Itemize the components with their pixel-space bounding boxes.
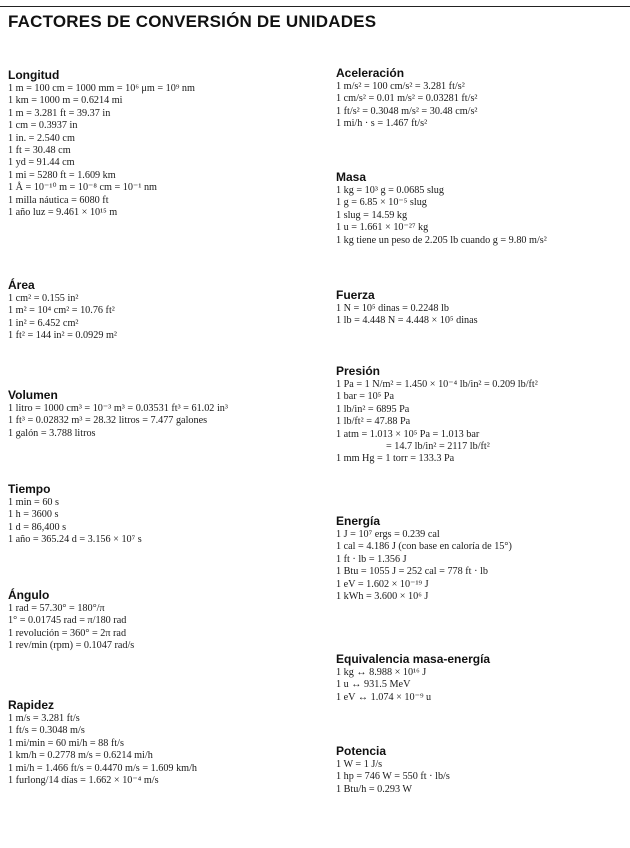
section-area <box>8 278 330 343</box>
conversion-line: 1 m = 3.281 ft = 39.37 in <box>8 107 111 119</box>
conversion-line: 1 kg = 10³ g = 0.0685 slug <box>336 185 444 196</box>
conversion-line: 1 año luz = 9.461 × 10¹⁵ m <box>8 207 118 219</box>
conversion-line: 1 W = 1 J/s <box>336 759 383 770</box>
conversion-line: 1 rev/min (rpm) = 0.1047 rad/s <box>8 640 135 652</box>
section-heading: Presión <box>336 364 381 378</box>
conversion-line: 1 kg tiene un peso de 2.205 lb cuando g = 9.80 m/s² <box>336 234 547 246</box>
section-fuerza <box>336 288 626 328</box>
section-heading: Rapidez <box>8 698 55 712</box>
conversion-line: 1 N = 10⁵ dinas = 0.2248 lb <box>336 303 449 314</box>
section-heading: Longitud <box>8 68 60 82</box>
section-heading: Potencia <box>336 744 387 758</box>
section-heading: Área <box>8 278 35 292</box>
conversion-line: 1° = 0.01745 rad = π/180 rad <box>8 615 127 627</box>
conversion-line: 1 ft² = 144 in² = 0.0929 m² <box>8 330 117 342</box>
conversion-line: 1 kWh = 3.600 × 10⁶ J <box>336 591 429 603</box>
conversion-line: 1 cal = 4.186 J (con base en caloría de 15°) <box>336 541 512 553</box>
section-heading: Fuerza <box>336 288 375 302</box>
conversion-line: 1 litro = 1000 cm³ = 10⁻³ m³ = 0.03531 ft³ = 61.02 in³ <box>8 403 228 414</box>
section-energia <box>336 514 626 603</box>
conversion-line: 1 cm² = 0.155 in² <box>8 293 79 304</box>
conversion-line: 1 lb = 4.448 N = 4.448 × 10⁵ dinas <box>336 315 478 327</box>
conversion-line: = 14.7 lb/in² = 2117 lb/ft² <box>386 441 490 453</box>
conversion-line: 1 cm/s² = 0.01 m/s² = 0.03281 ft/s² <box>336 93 478 105</box>
conversion-line: 1 ft/s² = 0.3048 m/s² = 30.48 cm/s² <box>336 105 478 117</box>
section-heading: Ángulo <box>8 588 50 602</box>
conversion-line: 1 in. = 2.540 cm <box>8 132 75 144</box>
section-potencia <box>336 744 626 796</box>
conversion-line: 1 hp = 746 W = 550 ft · lb/s <box>336 771 450 783</box>
conversion-line: 1 rad = 57.30° = 180°/π <box>8 603 105 614</box>
conversion-line: 1 m/s² = 100 cm/s² = 3.281 ft/s² <box>336 81 465 92</box>
page-title: FACTORES DE CONVERSIÓN DE UNIDADES <box>8 12 377 31</box>
conversion-line: 1 eV = 1.602 × 10⁻¹⁹ J <box>336 578 429 590</box>
conversion-line: 1 yd = 91.44 cm <box>8 157 75 169</box>
conversion-line: 1 min = 60 s <box>8 497 60 508</box>
conversion-line: 1 u ↔ 931.5 MeV <box>336 679 411 691</box>
conversion-line: 1 J = 10⁷ ergs = 0.239 cal <box>336 529 440 540</box>
conversion-line: 1 d = 86,400 s <box>8 521 67 533</box>
conversion-line: 1 Btu = 1055 J = 252 cal = 778 ft · lb <box>336 566 488 578</box>
conversion-line: 1 eV ↔ 1.074 × 10⁻⁹ u <box>336 691 432 703</box>
section-heading: Equivalencia masa-energía <box>336 652 491 666</box>
conversion-line: 1 ft · lb = 1.356 J <box>336 553 407 565</box>
conversion-line: 1 mm Hg = 1 torr = 133.3 Pa <box>336 453 455 465</box>
conversion-line: 1 atm = 1.013 × 10⁵ Pa = 1.013 bar <box>336 428 480 440</box>
section-aceleracion <box>336 66 626 131</box>
conversion-line: 1 in² = 6.452 cm² <box>8 317 79 329</box>
conversion-line: 1 slug = 14.59 kg <box>336 209 408 221</box>
section-heading: Energía <box>336 514 381 528</box>
conversion-line: 1 cm = 0.3937 in <box>8 120 78 132</box>
conversion-line: 1 ft = 30.48 cm <box>8 145 71 157</box>
section-heading: Volumen <box>8 388 58 402</box>
conversion-line: 1 Btu/h = 0.293 W <box>336 783 413 795</box>
conversion-line: 1 m/s = 3.281 ft/s <box>8 713 80 724</box>
section-tiempo <box>8 482 330 547</box>
conversion-line: 1 mi = 5280 ft = 1.609 km <box>8 169 116 181</box>
conversion-line: 1 lb/ft² = 47.88 Pa <box>336 416 411 428</box>
conversion-line: 1 revolución = 360° = 2π rad <box>8 627 127 639</box>
section-longitud <box>8 68 330 219</box>
conversion-line: 1 mi/min = 60 mi/h = 88 ft/s <box>8 737 124 749</box>
section-angulo <box>8 588 330 653</box>
conversion-line: 1 milla náutica = 6080 ft <box>8 194 109 206</box>
conversion-line: 1 furlong/14 días = 1.662 × 10⁻⁴ m/s <box>8 775 159 787</box>
section-heading: Masa <box>336 170 367 184</box>
conversion-line: 1 lb/in² = 6895 Pa <box>336 403 410 415</box>
conversion-line: 1 ft³ = 0.02832 m³ = 28.32 litros = 7.477 galones <box>8 415 208 427</box>
section-volumen <box>8 388 330 440</box>
conversion-line: 1 h = 3600 s <box>8 509 59 521</box>
conversion-line: 1 mi/h = 1.466 ft/s = 0.4470 m/s = 1.609 km/h <box>8 762 198 774</box>
conversion-line: 1 km/h = 0.2778 m/s = 0.6214 mi/h <box>8 750 153 762</box>
top-rule <box>0 6 630 7</box>
conversion-line: 1 mi/h · s = 1.467 ft/s² <box>336 118 428 130</box>
conversion-line: 1 ft/s = 0.3048 m/s <box>8 725 85 737</box>
conversion-line: 1 m² = 10⁴ cm² = 10.76 ft² <box>8 305 115 317</box>
conversion-line: 1 u = 1.661 × 10⁻²⁷ kg <box>336 222 429 234</box>
conversion-line: 1 m = 100 cm = 1000 mm = 10⁶ μm = 10⁹ nm <box>8 83 195 94</box>
section-presion <box>336 364 626 466</box>
section-equivalencia <box>336 652 626 704</box>
conversion-line: 1 kg ↔ 8.988 × 10¹⁶ J <box>336 667 427 678</box>
conversion-line: 1 bar = 10⁵ Pa <box>336 391 394 403</box>
section-heading: Aceleración <box>336 66 405 80</box>
conversion-line: 1 año = 365.24 d = 3.156 × 10⁷ s <box>8 534 142 546</box>
conversion-line: 1 g = 6.85 × 10⁻⁵ slug <box>336 197 427 209</box>
conversion-line: 1 Å = 10⁻¹⁰ m = 10⁻⁸ cm = 10⁻¹ nm <box>8 182 157 194</box>
section-heading: Tiempo <box>8 482 51 496</box>
section-masa <box>336 170 626 247</box>
conversion-line: 1 galón = 3.788 litros <box>8 427 96 439</box>
conversion-line: 1 km = 1000 m = 0.6214 mi <box>8 95 123 107</box>
conversion-line: 1 Pa = 1 N/m² = 1.450 × 10⁻⁴ lb/in² = 0.209 lb/ft² <box>336 379 538 390</box>
section-rapidez <box>8 698 330 787</box>
